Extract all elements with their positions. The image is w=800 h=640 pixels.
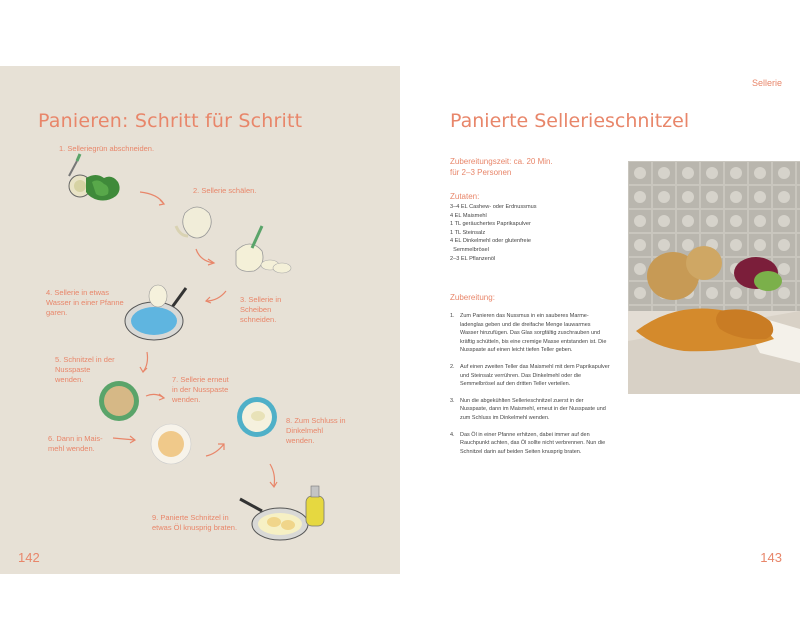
celery-icon	[69, 175, 120, 201]
step-8-label: 8. Zum Schluss in Dinkelmehl wenden.	[286, 416, 346, 445]
celery-slices-icon	[236, 226, 291, 273]
step-text: Nun die abgekühlten Sellerieschnitzel zuerst in der Nusspaste, dann im Maismehl, erneut in der Nusspaste und zum Schluss im Dinkelmehl wenden.	[460, 397, 606, 421]
page-title: Panieren: Schritt für Schritt	[38, 110, 303, 132]
ingredients-title: Zutaten:	[450, 192, 480, 201]
prep-time: Zubereitungszeit: ca. 20 Min.	[450, 157, 553, 166]
step-1-label: 1. Selleriegrün abschneiden.	[59, 144, 155, 153]
recipe-title: Panierte Sellerieschnitzel	[450, 110, 690, 132]
step-7-label: 7. Sellerie erneut in der Nusspaste wenden.	[172, 375, 229, 404]
ingredient-item: 2–3 EL Pflanzenöl	[450, 255, 496, 262]
step-number: 2.	[450, 363, 455, 370]
ingredient-item: Semmelbrösel	[450, 246, 489, 253]
illustrations	[0, 66, 400, 574]
recipe-photo	[628, 161, 800, 394]
step-3-label: 3. Sellerie in Scheiben schneiden.	[240, 295, 282, 324]
spelt-flour-plate-icon	[237, 397, 277, 437]
preparation-step	[450, 397, 610, 423]
section-tag: Sellerie	[751, 78, 782, 88]
oil-bottle-icon	[306, 486, 324, 526]
step-number: 1.	[450, 313, 455, 319]
preparation-step	[450, 312, 610, 355]
preparation-step	[450, 363, 610, 389]
ingredient-item: 4 EL Dinkelmehl oder glutenfreie	[450, 238, 531, 245]
step-2-label: 2. Sellerie schälen.	[193, 186, 257, 195]
left-page	[0, 66, 400, 574]
page-number-left: 142	[18, 550, 40, 565]
pan-with-water-icon	[125, 285, 186, 340]
step-5-label: 5. Schnitzel in der Nusspaste wenden.	[55, 355, 115, 384]
ingredient-item: 4 EL Maismehl	[450, 212, 487, 219]
page-number-right: 143	[760, 550, 782, 565]
knife-icon	[69, 154, 80, 176]
servings: für 2–3 Personen	[450, 168, 512, 177]
step-9-label: 9. Panierte Schnitzel in etwas Öl knusprig braten.	[152, 513, 238, 532]
step-4-label: 4. Sellerie in etwas Wasser in einer Pfanne garen.	[46, 288, 124, 317]
preparation-list	[450, 312, 610, 464]
ingredient-item: 1 TL geräuchertes Paprikapulver	[450, 221, 531, 228]
ingredient-item: 3–4 EL Cashew- oder Erdnussmus	[450, 204, 537, 210]
step-text: Zum Panieren das Nussmus in ein sauberes Marmeladenglas geben und die dreifache Menge lauwarmes Wasser hinzufügen. Das Glas sorgfältig zuschrauben und kräftig schütteln, bis eine cremige Masse entstanden ist. Die Nusspaste auf einen leicht tiefen Teller geben.	[460, 313, 607, 354]
step-text: Auf einen zweiten Teller das Maismehl mit dem Paprikapulver und Steinsalz verrühren. Das Dinkelmehl oder die Semmelbrösel auf den dritten Teller verteilen.	[460, 363, 610, 388]
step-number: 3.	[450, 397, 455, 404]
preparation-title: Zubereitung:	[450, 293, 495, 302]
ingredient-item: 1 TL Steinsalz	[450, 229, 486, 236]
nut-paste-plate-icon	[99, 381, 139, 421]
preparation-step	[450, 431, 610, 457]
peeled-celery-icon	[176, 207, 211, 238]
step-text: Das Öl in einer Pfanne erhitzen, dabei immer auf den Rauchpunkt achten, das Öl sollte nicht verbrennen. Nun die Schnitzel darin auf beiden Seiten knusprig braten.	[460, 431, 606, 455]
right-page	[400, 66, 800, 574]
ingredients-list	[450, 203, 537, 263]
corn-flour-plate-icon	[151, 424, 191, 464]
step-6-label: 6. Dann in Maismehl wenden.	[48, 434, 103, 453]
frying-pan-icon	[240, 499, 308, 540]
step-number: 4.	[450, 431, 455, 438]
